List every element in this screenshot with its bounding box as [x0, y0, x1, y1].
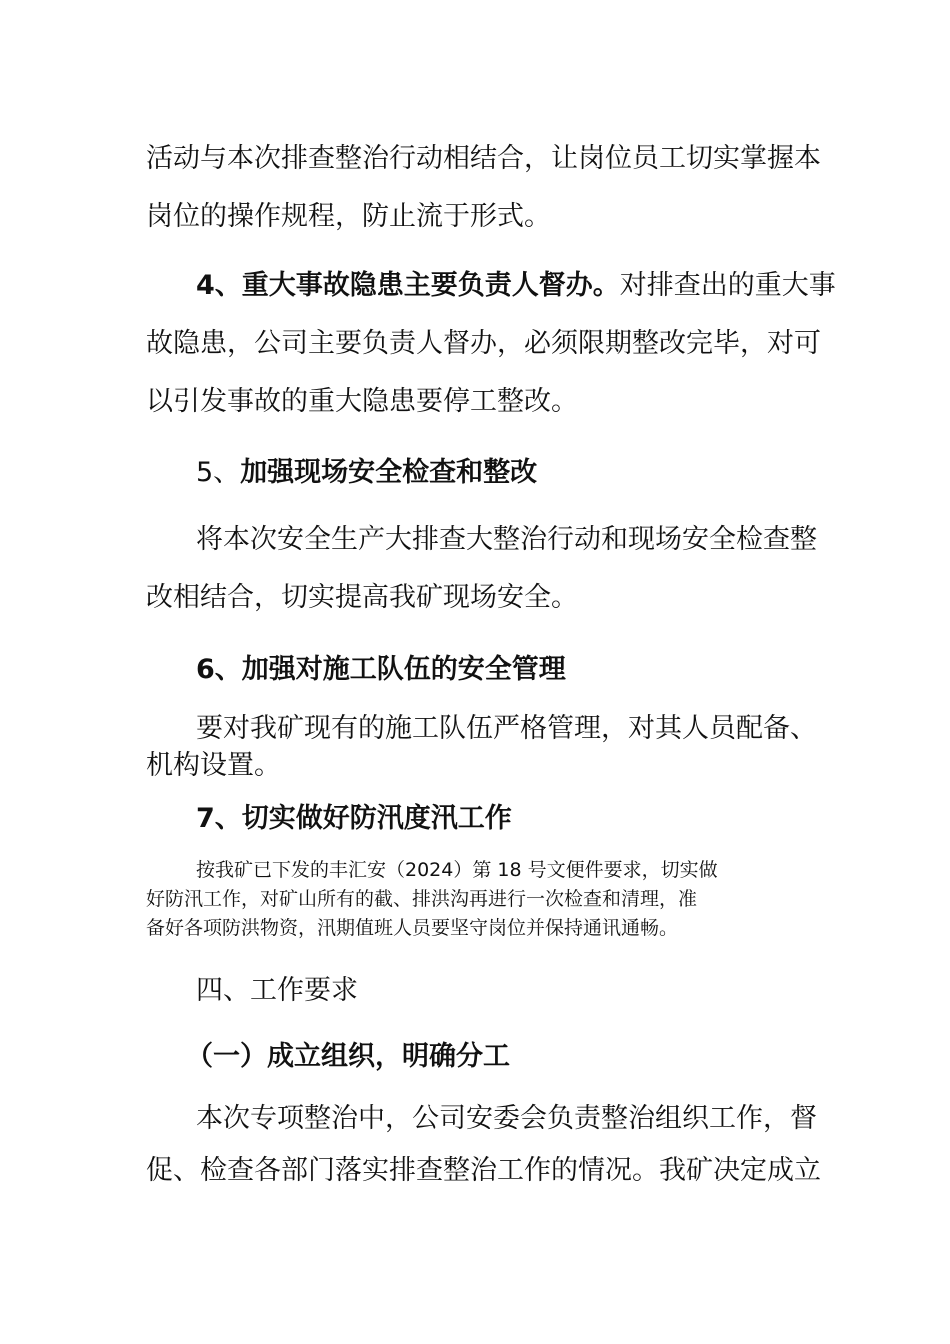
- paragraph-line: 本次专项整治中，公司安委会负责整治组织工作，督: [196, 1103, 817, 1134]
- paragraph-line: 活动与本次排查整治行动相结合，让岗位员工切实掌握本: [146, 143, 821, 174]
- item7-heading: 7、切实做好防汛度汛工作: [196, 803, 512, 834]
- paragraph-line: 将本次安全生产大排查大整治行动和现场安全检查整: [196, 524, 817, 555]
- item4-heading: 4、重大事故隐患主要负责人督办。: [196, 270, 620, 301]
- paragraph-line: 机构设置。: [146, 750, 281, 781]
- item5-heading-text: 加强现场安全检查和整改: [240, 457, 538, 488]
- item6-heading: 6、加强对施工队伍的安全管理: [196, 654, 566, 685]
- section-title: 四、工作要求: [196, 975, 358, 1006]
- paragraph-line: 岗位的操作规程，防止流于形式。: [146, 201, 551, 232]
- paragraph-line: 以引发事故的重大隐患要停工整改。: [146, 386, 578, 417]
- subsection-heading: （一）成立组织，明确分工: [186, 1041, 510, 1072]
- paragraph-line: 改相结合，切实提高我矿现场安全。: [146, 582, 578, 613]
- paragraph-line: 故隐患，公司主要负责人督办，必须限期整改完毕，对可: [146, 328, 821, 359]
- paragraph-line-small: 备好各项防洪物资，汛期值班人员要坚守岗位并保持通讯通畅。: [146, 917, 679, 939]
- paragraph-line: 促、检查各部门落实排查整治工作的情况。我矿决定成立: [146, 1155, 821, 1186]
- item4-text: 对排查出的重大事: [619, 270, 836, 301]
- paragraph-line-small: 好防汛工作，对矿山所有的截、排洪沟再进行一次检查和清理，准: [146, 888, 698, 910]
- item5-heading-number: 5、: [196, 457, 241, 488]
- paragraph-line-small: 按我矿已下发的丰汇安（2024）第 18 号文便件要求，切实做: [196, 859, 718, 881]
- item4-line1: [196, 263, 836, 302]
- paragraph-line: 要对我矿现有的施工队伍严格管理，对其人员配备、: [196, 713, 817, 744]
- item5-heading: [196, 450, 537, 489]
